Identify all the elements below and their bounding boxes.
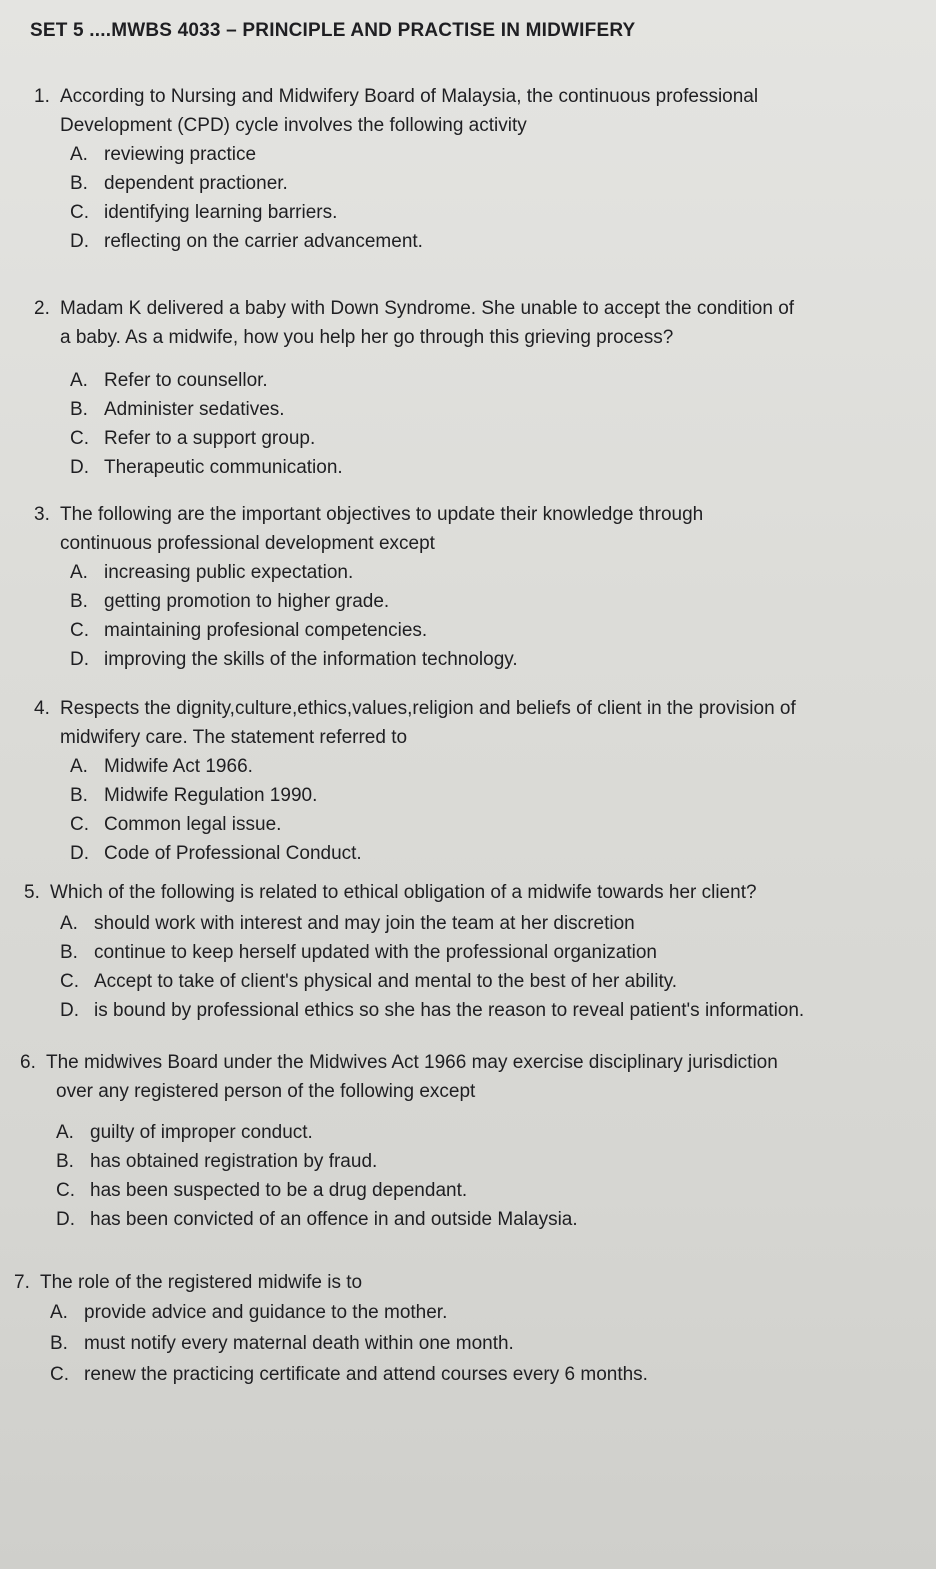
option-c bbox=[24, 967, 804, 996]
option-b bbox=[34, 781, 796, 810]
option-letter: C. bbox=[60, 971, 79, 992]
question-text: According to Nursing and Midwifery Board of Malaysia, the continuous professional bbox=[60, 86, 759, 107]
option-letter: C. bbox=[70, 428, 89, 449]
question-6 bbox=[20, 1048, 778, 1234]
option-b bbox=[24, 938, 804, 967]
option-a bbox=[34, 366, 794, 395]
option-text: Refer to counsellor. bbox=[104, 370, 268, 391]
question-stem bbox=[34, 500, 703, 529]
question-stem bbox=[34, 694, 796, 723]
question-text: The midwives Board under the Midwives Act 1966 may exercise disciplinary jurisdiction bbox=[46, 1052, 778, 1073]
question-number: 4. bbox=[34, 698, 50, 719]
option-d bbox=[24, 996, 804, 1025]
option-list bbox=[20, 1118, 778, 1234]
question-5 bbox=[24, 878, 804, 1025]
option-c bbox=[14, 1359, 648, 1390]
question-7 bbox=[14, 1268, 648, 1390]
option-list bbox=[34, 366, 794, 482]
option-text: has been suspected to be a drug dependant. bbox=[90, 1180, 468, 1201]
option-letter: D. bbox=[70, 231, 89, 252]
option-letter: C. bbox=[70, 814, 89, 835]
option-letter: B. bbox=[50, 1333, 68, 1354]
option-text: reflecting on the carrier advancement. bbox=[104, 231, 423, 252]
option-text: reviewing practice bbox=[104, 144, 257, 165]
option-text: Common legal issue. bbox=[104, 814, 282, 835]
option-text: is bound by professional ethics so she has the reason to reveal patient's information. bbox=[94, 1000, 805, 1021]
option-c bbox=[34, 424, 794, 453]
option-b bbox=[20, 1147, 778, 1176]
question-number: 1. bbox=[34, 86, 50, 107]
option-b bbox=[34, 169, 758, 198]
option-letter: C. bbox=[50, 1364, 69, 1385]
option-letter: A. bbox=[70, 144, 88, 165]
question-text: Respects the dignity,culture,ethics,values,religion and beliefs of client in the provision of bbox=[60, 698, 796, 719]
option-list bbox=[34, 558, 703, 674]
option-text: maintaining profesional competencies. bbox=[104, 620, 428, 641]
question-text: Development (CPD) cycle involves the following activity bbox=[60, 115, 527, 136]
option-list bbox=[14, 1297, 648, 1390]
question-2 bbox=[34, 294, 794, 482]
option-d bbox=[34, 453, 794, 482]
option-text: improving the skills of the information technology. bbox=[104, 649, 518, 670]
option-text: dependent practioner. bbox=[104, 173, 288, 194]
option-text: Midwife Act 1966. bbox=[104, 756, 253, 777]
option-list bbox=[24, 909, 804, 1025]
question-text: a baby. As a midwife, how you help her go through this grieving process? bbox=[60, 327, 674, 348]
question-stem bbox=[24, 878, 804, 907]
option-letter: D. bbox=[70, 457, 89, 478]
option-letter: B. bbox=[60, 942, 78, 963]
option-text: Midwife Regulation 1990. bbox=[104, 785, 318, 806]
question-number: 7. bbox=[14, 1272, 30, 1293]
option-text: getting promotion to higher grade. bbox=[104, 591, 390, 612]
option-a bbox=[34, 558, 703, 587]
option-list bbox=[34, 752, 796, 868]
option-text: Refer to a support group. bbox=[104, 428, 316, 449]
option-a bbox=[34, 140, 758, 169]
question-stem bbox=[14, 1268, 648, 1297]
option-text: increasing public expectation. bbox=[104, 562, 354, 583]
question-text: over any registered person of the following except bbox=[56, 1081, 476, 1102]
option-text: guilty of improper conduct. bbox=[90, 1122, 313, 1143]
option-letter: B. bbox=[70, 399, 88, 420]
option-letter: A. bbox=[56, 1122, 74, 1143]
option-text: has obtained registration by fraud. bbox=[90, 1151, 378, 1172]
option-letter: C. bbox=[70, 620, 89, 641]
option-a bbox=[14, 1297, 648, 1328]
option-letter: D. bbox=[70, 649, 89, 670]
option-b bbox=[34, 395, 794, 424]
option-list bbox=[34, 140, 758, 256]
option-d bbox=[34, 227, 758, 256]
option-text: Accept to take of client's physical and mental to the best of her ability. bbox=[94, 971, 678, 992]
question-number: 5. bbox=[24, 882, 40, 903]
question-3 bbox=[34, 500, 703, 674]
option-text: identifying learning barriers. bbox=[104, 202, 338, 223]
option-text: provide advice and guidance to the mother. bbox=[84, 1302, 448, 1323]
question-number: 6. bbox=[20, 1052, 36, 1073]
option-letter: A. bbox=[50, 1302, 68, 1323]
option-d bbox=[20, 1205, 778, 1234]
question-text: Which of the following is related to ethical obligation of a midwife towards her client? bbox=[50, 882, 757, 903]
option-text: Therapeutic communication. bbox=[104, 457, 343, 478]
option-c bbox=[34, 616, 703, 645]
option-letter: B. bbox=[56, 1151, 74, 1172]
option-b bbox=[34, 587, 703, 616]
option-letter: B. bbox=[70, 785, 88, 806]
page-title: SET 5 ....MWBS 4033 – PRINCIPLE AND PRACTISE IN MIDWIFERY bbox=[30, 20, 636, 41]
option-c bbox=[20, 1176, 778, 1205]
option-letter: D. bbox=[60, 1000, 79, 1021]
question-1 bbox=[34, 82, 758, 256]
question-text: midwifery care. The statement referred to bbox=[60, 727, 408, 748]
question-stem bbox=[34, 294, 794, 323]
question-text: Madam K delivered a baby with Down Syndrome. She unable to accept the condition of bbox=[60, 298, 795, 319]
option-c bbox=[34, 198, 758, 227]
option-letter: A. bbox=[70, 756, 88, 777]
option-text: must notify every maternal death within one month. bbox=[84, 1333, 514, 1354]
question-4 bbox=[34, 694, 796, 868]
option-a bbox=[20, 1118, 778, 1147]
option-text: Administer sedatives. bbox=[104, 399, 285, 420]
option-text: has been convicted of an offence in and outside Malaysia. bbox=[90, 1209, 578, 1230]
option-letter: C. bbox=[70, 202, 89, 223]
option-letter: D. bbox=[70, 843, 89, 864]
option-text: should work with interest and may join the team at her discretion bbox=[94, 913, 635, 934]
option-letter: A. bbox=[70, 370, 88, 391]
question-stem bbox=[20, 1048, 778, 1077]
question-text: The role of the registered midwife is to bbox=[40, 1272, 363, 1293]
option-letter: B. bbox=[70, 173, 88, 194]
question-stem bbox=[34, 82, 758, 111]
question-number: 2. bbox=[34, 298, 50, 319]
option-c bbox=[34, 810, 796, 839]
option-letter: A. bbox=[60, 913, 78, 934]
option-text: Code of Professional Conduct. bbox=[104, 843, 362, 864]
option-d bbox=[34, 645, 703, 674]
option-d bbox=[34, 839, 796, 868]
option-a bbox=[24, 909, 804, 938]
option-b bbox=[14, 1328, 648, 1359]
question-text: The following are the important objectives to update their knowledge through bbox=[60, 504, 704, 525]
option-a bbox=[34, 752, 796, 781]
option-letter: D. bbox=[56, 1209, 75, 1230]
question-number: 3. bbox=[34, 504, 50, 525]
option-letter: A. bbox=[70, 562, 88, 583]
question-text: continuous professional development except bbox=[60, 533, 435, 554]
option-text: continue to keep herself updated with the professional organization bbox=[94, 942, 657, 963]
option-letter: C. bbox=[56, 1180, 75, 1201]
option-letter: B. bbox=[70, 591, 88, 612]
option-text: renew the practicing certificate and attend courses every 6 months. bbox=[84, 1364, 648, 1385]
